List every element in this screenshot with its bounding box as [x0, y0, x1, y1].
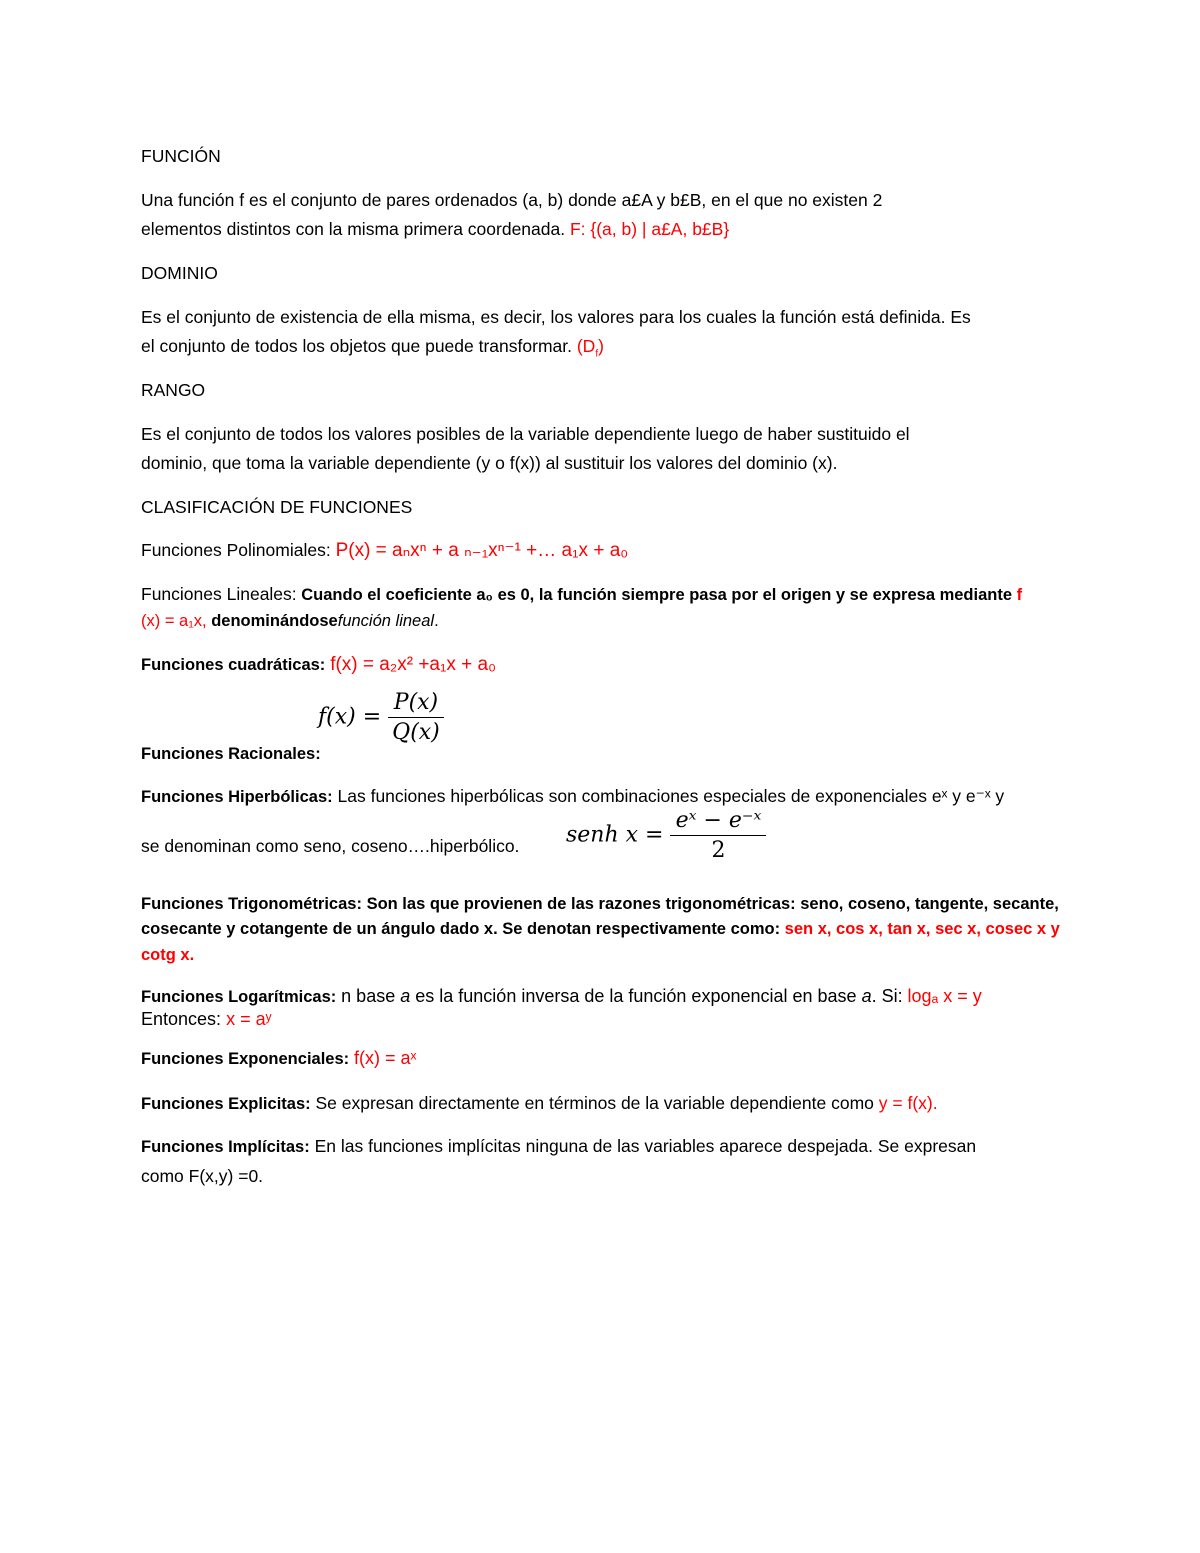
hiperbolicas-line1: [141, 782, 1071, 811]
explicitas-line: [141, 1089, 1071, 1118]
dominio-paragraph-line2: [141, 332, 1071, 360]
logaritmicas-text2: Entonces:: [141, 1009, 222, 1029]
lineales-line1: [141, 580, 1071, 609]
trigonometricas-text2: cosecante y cotangente de un ángulo dado x. Se denotan respectivamente como:: [141, 920, 781, 938]
rango-paragraph-line1: Es el conjunto de todos los valores posibles de la variable dependiente luego de haber sustituido el: [141, 424, 910, 444]
implicitas-text1: En las funciones implícitas ninguna de las variables aparece despejada. Se expresan: [314, 1136, 977, 1156]
rango-heading: RANGO: [141, 380, 206, 400]
implicitas-label: Funciones Implícitas:: [141, 1138, 310, 1156]
lineales-label: Funciones Lineales:: [141, 584, 297, 604]
explicitas-formula: y = f(x).: [878, 1093, 938, 1113]
lineales-text2: denominándose: [211, 612, 338, 630]
lineales-italic: función lineal: [337, 612, 435, 630]
logaritmicas-line2: [141, 1005, 1071, 1033]
senh-lhs: senh x =: [566, 822, 664, 848]
rango-paragraph-line2: dominio, que toma la variable dependiente (y o f(x)) al sustituir los valores del dominio (x).: [141, 453, 838, 473]
senh-numerator: eˣ − e⁻ˣ: [675, 808, 762, 833]
racionales-lhs: f(x) =: [318, 704, 382, 730]
funcion-paragraph-line2: [141, 215, 1071, 243]
exponenciales-label: Funciones Exponenciales:: [141, 1050, 350, 1068]
cuadraticas-label: Funciones cuadráticas:: [141, 656, 326, 674]
funcion-text: elementos distintos con la misma primera coordenada.: [141, 219, 566, 239]
logaritmicas-text: n base a es la función inversa de la función exponencial en base a. Si:: [341, 986, 903, 1006]
logaritmicas-label: Funciones Logarítmicas:: [141, 988, 337, 1006]
dominio-notation: $(D_f)$: [576, 336, 604, 360]
clasificacion-heading: CLASIFICACIÓN DE FUNCIONES: [141, 497, 413, 517]
trigonometricas-line1: [141, 890, 1071, 918]
logaritmicas-log: logₐ x = y: [907, 986, 982, 1006]
hiperbolicas-text1: Las funciones hiperbólicas son combinaciones especiales de exponenciales eˣ y e⁻ˣ y: [337, 786, 1005, 806]
racionales-denominator: Q(x): [388, 717, 444, 745]
lineales-text1: Cuando el coeficiente a₀ es 0, la función siempre pasa por el origen y se expresa mediante: [301, 586, 1013, 604]
dominio-text: el conjunto de todos los objetos que puede transformar.: [141, 336, 572, 356]
lineales-f: f: [1016, 586, 1023, 604]
trigonometricas-label: Funciones Trigonométricas:: [141, 895, 362, 913]
lineales-formula: (x) = a₁x,: [141, 612, 207, 630]
implicitas-line2: como F(x,y) =0.: [141, 1166, 264, 1186]
senh-denominator: 2: [670, 835, 766, 863]
racionales-label: Funciones Racionales:: [141, 745, 321, 763]
polinomiales-line: [141, 536, 1071, 565]
dominio-heading: DOMINIO: [141, 263, 218, 283]
polinomiales-label: Funciones Polinomiales:: [141, 540, 331, 560]
dominio-paragraph-line1: Es el conjunto de existencia de ella misma, es decir, los valores para los cuales la función está definida. Es: [141, 307, 971, 327]
trigonometricas-list1: sen x, cos x, tan x, sec x, cosec x y: [784, 920, 1060, 938]
trigonometricas-list2: cotg x.: [141, 946, 195, 964]
polinomiales-formula: P(x) = aₙxⁿ + a ₙ₋₁xⁿ⁻¹ +… a₁x + a₀: [335, 540, 629, 561]
cuadraticas-line: [141, 650, 1071, 679]
logaritmicas-formula2: x = aʸ: [226, 1009, 272, 1029]
racionales-numerator: P(x): [393, 690, 439, 715]
cuadraticas-formula: f(x) = a₂x² +a₁x + a₀: [330, 654, 497, 675]
lineales-line2: (x) = a₁x, denominándosefunción lineal.: [141, 612, 439, 630]
hiperbolicas-label: Funciones Hiperbólicas:: [141, 788, 333, 806]
explicitas-text: Se expresan directamente en términos de la variable dependiente como: [315, 1093, 874, 1113]
funcion-heading: FUNCIÓN: [141, 146, 221, 166]
hiperbolicas-line2: se denominan como seno, coseno….hiperbólico.: [141, 836, 520, 856]
trigonometricas-line2: [141, 915, 1071, 943]
explicitas-label: Funciones Explicitas:: [141, 1095, 311, 1113]
implicitas-line1: [141, 1132, 1071, 1161]
funcion-paragraph-line1: Una función f es el conjunto de pares ordenados (a, b) donde a£A y b£B, en el que no existen 2: [141, 190, 883, 210]
exponenciales-line: [141, 1044, 1071, 1073]
racionales-fraction: [388, 690, 444, 745]
funcion-notation: F: {(a, b) | a£A, b£B}: [569, 219, 730, 239]
trigonometricas-text1: Son las que provienen de las razones trigonométricas: seno, coseno, tangente, secante,: [366, 895, 1059, 913]
exponenciales-formula: f(x) = aˣ: [354, 1048, 417, 1068]
racionales-formula: [318, 690, 444, 745]
